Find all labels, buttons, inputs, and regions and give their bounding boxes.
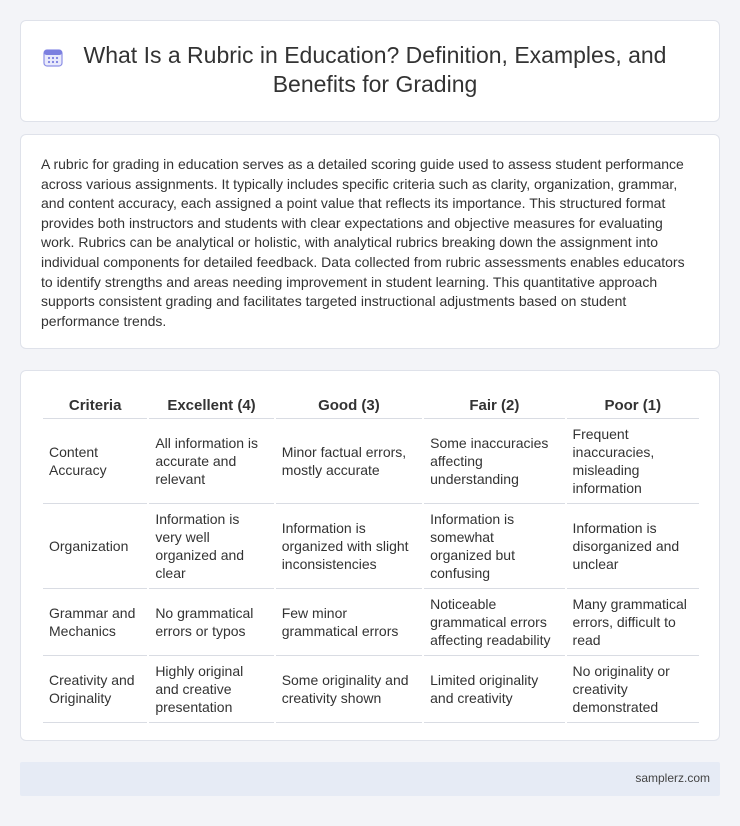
table-cell: No grammatical errors or typos [149, 589, 273, 656]
table-cell: Some inaccuracies affecting understanding [424, 419, 564, 504]
table-row [43, 419, 699, 504]
table-cell: Minor factual errors, mostly accurate [276, 419, 422, 504]
column-header: Good (3) [276, 391, 422, 419]
table-cell: Highly original and creative presentation [149, 656, 273, 723]
table-cell: Frequent inaccuracies, misleading information [567, 419, 699, 504]
footer [20, 762, 720, 796]
column-header: Fair (2) [424, 391, 564, 419]
table-cell: Noticeable grammatical errors affecting readability [424, 589, 564, 656]
column-header: Poor (1) [567, 391, 699, 419]
table-header-row [43, 391, 699, 419]
criteria-cell: Grammar and Mechanics [43, 589, 147, 656]
title-card [20, 20, 720, 122]
table-cell: Information is somewhat organized but confusing [424, 504, 564, 589]
table-cell: All information is accurate and relevant [149, 419, 273, 504]
table-row [43, 504, 699, 589]
table-cell: Few minor grammatical errors [276, 589, 422, 656]
rubric-table [41, 391, 701, 723]
table-cell: Many grammatical errors, difficult to read [567, 589, 699, 656]
source-link[interactable]: samplerz.com [635, 771, 710, 785]
column-header: Excellent (4) [149, 391, 273, 419]
table-cell: No originality or creativity demonstrated [567, 656, 699, 723]
column-header: Criteria [43, 391, 147, 419]
intro-card [20, 134, 720, 349]
criteria-cell: Organization [43, 504, 147, 589]
criteria-cell: Creativity and Originality [43, 656, 147, 723]
criteria-cell: Content Accuracy [43, 419, 147, 504]
page-title: What Is a Rubric in Education? Definition, Examples, and Benefits for Grading [83, 42, 667, 97]
table-cell: Limited originality and creativity [424, 656, 564, 723]
table-row [43, 656, 699, 723]
rubric-table-card [20, 370, 720, 741]
table-cell: Information is organized with slight inconsistencies [276, 504, 422, 589]
table-row [43, 589, 699, 656]
table-cell: Some originality and creativity shown [276, 656, 422, 723]
table-cell: Information is very well organized and clear [149, 504, 273, 589]
table-cell: Information is disorganized and unclear [567, 504, 699, 589]
intro-paragraph: A rubric for grading in education serves as a detailed scoring guide used to assess student performance across various assignments. It typically includes specific criteria such as clarity, organization, grammar, and content accuracy, each assigned a point value that reflects its importance. This structured format provides both instructors and students with clear expectations and objective measures for evaluating work. Rubrics can be analytical or holistic, with analytical rubrics breaking down the assignment into individual components for detailed feedback. Data collected from rubric assessments enables educators to identify strengths and areas needing improvement in student learning. This quantitative approach supports consistent grading and facilitates targeted instructional adjustments based on student performance trends. [41, 156, 685, 329]
